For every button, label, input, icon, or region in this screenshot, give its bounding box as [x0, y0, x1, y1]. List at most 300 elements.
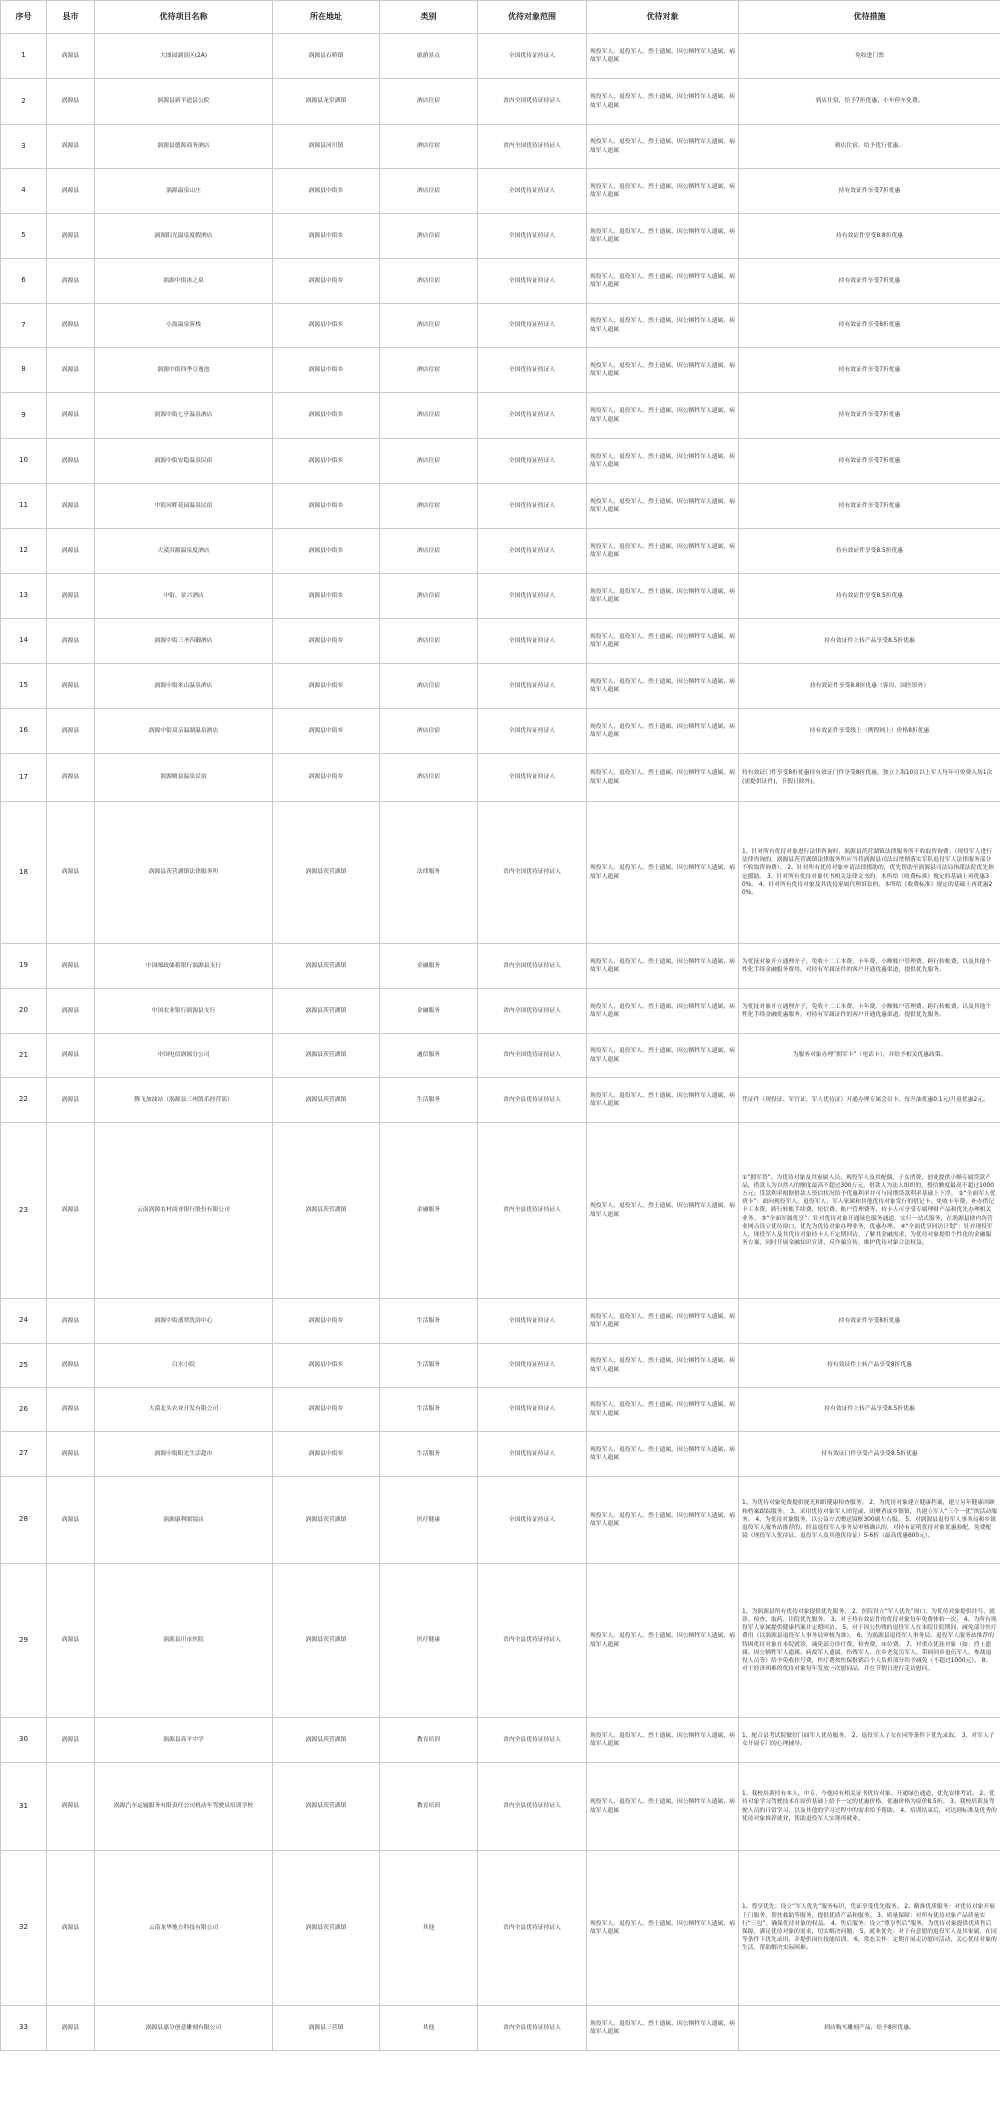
cell-address: 涡源县中街乡 — [273, 1299, 380, 1344]
cell-category: 酒店住宿 — [380, 439, 478, 484]
cell-measure: 1、为优待对象免费提供视光和眼健康检查服务。 2、为优待对象建立健康档案，建立另年健康回顾和档案跟踪服务。 3、采用优待对象军人团党或、团聚者或乡镇镇，共建立军人“三个一优”的活动服务。 4、为优待对象服务，以公益方式赠送镜框300副左右服。 5、对涡源县退役军人事务局和乡镇退役军人服务站推荐的，经县退役军人事务局审核确认的，对持有证明优待对象优惠验配，免费配镜（现役军人优待证、退役军人及其他优待证）5-6折（最高优惠600元）。 — [739, 1477, 1000, 1564]
cell-row-number: 17 — [1, 754, 47, 802]
column-header: 类别 — [380, 1, 478, 34]
table-row — [1, 529, 1000, 574]
cell-scope: 全国优待证持证人 — [478, 169, 587, 214]
cell-category: 生活服务 — [380, 1344, 478, 1388]
table-row — [1, 619, 1000, 664]
cell-measure: 为优抚对象开立通理介子，免收十二工本费、卡年费、小额账户管理费、跨行转帐费，以及其他个性化手续金融服务费用。对持有军属证件的客户开通优惠渠道，提供优先服务。 — [739, 944, 1000, 989]
table-row — [1, 1123, 1000, 1299]
column-header: 序号 — [1, 1, 47, 34]
table-row — [1, 1763, 1000, 1851]
column-header: 优待对象范围 — [478, 1, 587, 34]
cell-project-name: 大图园湖景区(2A) — [95, 34, 273, 79]
cell-targets: 现役军人、退役军人、烈士遗属、因公牺牲军人遗属、病故军人遗属 — [587, 2006, 739, 2051]
cell-row-number: 5 — [1, 214, 47, 259]
cell-category: 教育培训 — [380, 1718, 478, 1763]
cell-project-name: 涡源中街四季豆逸泡 — [95, 348, 273, 393]
cell-measure: 持有效证件享受8.8折优惠（客房、国医馆外） — [739, 664, 1000, 709]
cell-scope: 全国优待证持证人 — [478, 439, 587, 484]
cell-row-number: 13 — [1, 574, 47, 619]
cell-targets: 现役军人、退役军人、烈士遗属、因公牺牲军人遗属、病故军人遗属 — [587, 1477, 739, 1564]
cell-county: 涡源县 — [47, 709, 95, 754]
cell-row-number: 1 — [1, 34, 47, 79]
cell-scope: 省内全县优待证持证人 — [478, 1123, 587, 1299]
cell-row-number: 21 — [1, 1034, 47, 1078]
table-row — [1, 1344, 1000, 1388]
cell-scope: 全国优待证持证人 — [478, 754, 587, 802]
cell-targets: 现役军人、退役军人、烈士遗属、因公牺牲军人遗属、病故军人遗属 — [587, 1034, 739, 1078]
cell-category: 生活服务 — [380, 1388, 478, 1432]
cell-measure: 1、为涡源县所有优待对象提供优先服务。 2、医院设立“军人优先”窗口，为优待对象提供挂号、就诊、检查、取药、住院优先服务。 3、对于持有效证件的优待对象每年免费体检一次。 4、为所有现役军人家属提供健康档案并定期回访。 5、对于因公伤残的退役军人在本院住院期间，减免部分医疗费用（以涡源县退役军人事务局审核为准）。 6、为涡源县退役军人事务局、退役军人服务站推荐的特困优待对象在本院就诊，减免部分诊疗费、检查费、床位费。 7、对重点优抚对象（如：烈士遗属、因公牺牲军人遗属、病故军人遗属、伤残军人、在乡老复员军人、带病回乡退伍军人、参战退役人员等）给予免收挂号费，医疗费按医保报销后个人负担部分给予减免（不超过1000元）。 8、对于经济困难的优待对象每年发放一次慰问品，并在节假日进行走访慰问。 — [739, 1564, 1000, 1718]
cell-category: 酒店住宿 — [380, 484, 478, 529]
table-row — [1, 79, 1000, 125]
cell-address: 涡源县中街乡 — [273, 619, 380, 664]
cell-row-number: 26 — [1, 1388, 47, 1432]
table-row — [1, 348, 1000, 393]
table-row — [1, 439, 1000, 484]
cell-row-number: 22 — [1, 1078, 47, 1123]
table-row — [1, 1078, 1000, 1123]
cell-category: 酒店住宿 — [380, 125, 478, 169]
cell-address: 涡源县龙堂湖镇 — [273, 79, 380, 125]
cell-project-name: 涡源县茨营湖镇法律服务所 — [95, 802, 273, 944]
cell-targets: 现役军人、退役军人、烈士遗属、因公牺牲军人遗属、病故军人遗属 — [587, 393, 739, 439]
cell-row-number: 33 — [1, 2006, 47, 2051]
cell-measure: 持有效证件享受8.5折优惠 — [739, 574, 1000, 619]
cell-category: 金融服务 — [380, 944, 478, 989]
cell-targets: 现役军人、退役军人、烈士遗属、因公牺牲军人遗属、病故军人遗属 — [587, 989, 739, 1034]
cell-address: 涡源县中街乡 — [273, 214, 380, 259]
cell-measure: 1、针对所有优待对象进行法律咨询时，涡源县茨营湖镇法律服务所不收取咨询费；（现役军人进行法律咨询的，涡源县茨营湖镇法律服务所应当将涡源县司法局贯彻落实军队退役军人法律服务部分不收取咨询费）。 2、针对所有优待对象申请法律援助的，优先帮助至涡源县司法局指派法院优先指定援助。 3、针对所有优待对象代书相关法律文书的，本所给《收费标准》规定的基础上再优惠30%。 4、针对所有优待对象及其优待家属代理诉讼的，本所给《收费标准》规定的基础上再优惠20%。 — [739, 802, 1000, 944]
cell-project-name: 涡源中街冰之泉 — [95, 259, 273, 304]
cell-address: 涡源县茨营湖镇 — [273, 989, 380, 1034]
cell-scope: 全国优待证持证人 — [478, 1344, 587, 1388]
cell-scope: 省内全国优待证持证人 — [478, 802, 587, 944]
cell-scope: 全国优待证持证人 — [478, 259, 587, 304]
cell-address: 涡源县河川镇 — [273, 125, 380, 169]
cell-targets: 现役军人、退役军人、烈士遗属、因公牺牲军人遗属、病故军人遗属 — [587, 574, 739, 619]
cell-category: 生活服务 — [380, 1078, 478, 1123]
cell-address: 涡源县茨营湖镇 — [273, 1564, 380, 1718]
cell-row-number: 29 — [1, 1564, 47, 1718]
cell-county: 涡源县 — [47, 439, 95, 484]
cell-targets: 现役军人、退役军人、烈士遗属、因公牺牲军人遗属、病故军人遗属 — [587, 1763, 739, 1851]
cell-targets: 现役军人、退役军人、烈士遗属、因公牺牲军人遗属、病故军人遗属 — [587, 1344, 739, 1388]
table-row — [1, 1477, 1000, 1564]
cell-address: 涡源县中街乡 — [273, 1344, 380, 1388]
cell-scope: 全国优待证持证人 — [478, 709, 587, 754]
cell-row-number: 6 — [1, 259, 47, 304]
cell-category: 酒店住宿 — [380, 709, 478, 754]
cell-targets: 现役军人、退役军人、烈士遗属、因公牺牲军人遗属、病故军人遗属 — [587, 214, 739, 259]
cell-targets: 现役军人、退役军人、烈士遗属、因公牺牲军人遗属、病故军人遗属 — [587, 304, 739, 348]
table-body — [1, 34, 1000, 2051]
cell-scope: 全国优待证持证人 — [478, 393, 587, 439]
cell-project-name: 中街河畔花园温泉民宿 — [95, 484, 273, 529]
cell-county: 涡源县 — [47, 259, 95, 304]
cell-address: 涡源县中街乡 — [273, 529, 380, 574]
cell-scope: 全国优待证持证人 — [478, 1477, 587, 1564]
cell-county: 涡源县 — [47, 1078, 95, 1123]
cell-project-name: 小汲温泉客栈 — [95, 304, 273, 348]
table-row — [1, 1388, 1000, 1432]
table-row — [1, 664, 1000, 709]
cell-scope: 省内全国优待证持证人 — [478, 125, 587, 169]
cell-targets: 现役军人、退役军人、烈士遗属、因公牺牲军人遗属、病故军人遗属 — [587, 1851, 739, 2006]
cell-project-name: 中国农业银行涡源县支行 — [95, 989, 273, 1034]
cell-category: 酒店住宿 — [380, 79, 478, 125]
cell-targets: 现役军人、退役军人、烈士遗属、因公牺牲军人遗属、病故军人遗属 — [587, 1123, 739, 1299]
cell-measure: 到店住宿，给予优行优惠。 — [739, 125, 1000, 169]
cell-row-number: 16 — [1, 709, 47, 754]
cell-project-name: 大漠洱源温泉度酒店 — [95, 529, 273, 574]
cell-row-number: 24 — [1, 1299, 47, 1344]
cell-measure: 持有效证件享受8.5折优惠 — [739, 529, 1000, 574]
cell-category: 通信服务 — [380, 1034, 478, 1078]
cell-measure: 1、我校培训持有本人、中专、今他持有相关证书优待对象、开通绿色通道，优先安排考试。 2、优待对象学习驾驶技术在原价基础上给予一定的优惠价格，优惠价格为原价8.5折。 3、我校培训及驾驶人员的日常学习，以及其他的学习过程中的需求给予帮助。 4、培训结束后，对达到标准及优秀的优待对象推荐就业，帮助退役军人实现再就业。 — [739, 1763, 1000, 1851]
cell-scope: 省内全县优待证持证人 — [478, 2006, 587, 2051]
cell-county: 涡源县 — [47, 1851, 95, 2006]
cell-targets: 现役军人、退役军人、烈士遗属、因公牺牲军人遗属、病故军人遗属 — [587, 529, 739, 574]
cell-address: 涡源县茨营湖镇 — [273, 802, 380, 944]
column-header: 所在地址 — [273, 1, 380, 34]
cell-project-name: 涡源汽车运输服务有限责任公司机动车驾驶员培训学校 — [95, 1763, 273, 1851]
cell-project-name: 大漠北头农业开发有限公司 — [95, 1388, 273, 1432]
cell-project-name: 涡源中街安隐温泉民宿 — [95, 439, 273, 484]
cell-scope: 全国优待证持证人 — [478, 529, 587, 574]
table-row — [1, 259, 1000, 304]
cell-targets: 现役军人、退役军人、烈士遗属、因公牺牲军人遗属、病故军人遗属 — [587, 754, 739, 802]
cell-county: 涡源县 — [47, 529, 95, 574]
cell-row-number: 20 — [1, 989, 47, 1034]
cell-targets: 现役军人、退役军人、烈士遗属、因公牺牲军人遗属、病故军人遗属 — [587, 259, 739, 304]
cell-measure: 到店住宿，给予7折优惠，小车停车免费。 — [739, 79, 1000, 125]
cell-county: 涡源县 — [47, 214, 95, 259]
cell-category: 法律服务 — [380, 802, 478, 944]
cell-county: 涡源县 — [47, 944, 95, 989]
cell-targets: 现役军人、退役军人、烈士遗属、因公牺牲军人遗属、病故军人遗属 — [587, 348, 739, 393]
cell-project-name: 中国电信涡源分公司 — [95, 1034, 273, 1078]
cell-measure: 持有效证件享受8折优惠 — [739, 304, 1000, 348]
cell-measure: ①“拥军贷”。为优待对象及其家属人员、现役军人及其配偶、子女消费、创业提供小额专属贷款产品，借款人为自然人的额度最高不超过300万元，借款人为法人组织的，授信额度最高不超过1000万元；贷款利率根据借款人资信状况给予优惠利率并可与同期贷款利率基础上下浮。 ②“全面军人优质卡”：面向现役军人、退役军人、军人家属和其他优待对象发行的借记卡，免收卡年费、补办借记卡工本费、跨行转账手续费、短信费、账户管理费等，持卡人可享受专属理财产品和优先办理相关业务。 ③“全面军属优享”：针对优待对象开通绿色服务通道，实行一站式服务，在涡源县辖内各营业网点设立优待窗口，优先为优待对象办理业务，优惠办理。 ④“全面优享回访计划”：针对现役军人、现役军人及其优待对象持卡人不定期回访，了解其金融需求，为优待对象提供个性化的金融服务方案，同时开展金融知识宣讲、反诈骗宣传，维护优待对象合法权益。 — [739, 1123, 1000, 1299]
cell-address: 涡源县中街乡 — [273, 393, 380, 439]
cell-targets: 现役军人、退役军人、烈士遗属、因公牺牲军人遗属、病故军人遗属 — [587, 1299, 739, 1344]
column-header: 优待措施 — [739, 1, 1000, 34]
cell-category: 医疗健康 — [380, 1564, 478, 1718]
cell-address: 涡源县茨营湖镇 — [273, 1851, 380, 2006]
cell-row-number: 2 — [1, 79, 47, 125]
cell-row-number: 11 — [1, 484, 47, 529]
cell-category: 酒店住宿 — [380, 304, 478, 348]
cell-category: 酒店住宿 — [380, 619, 478, 664]
table-row — [1, 989, 1000, 1034]
cell-county: 涡源县 — [47, 304, 95, 348]
cell-targets: 现役军人、退役军人、烈士遗属、因公牺牲军人遗属、病故军人遗属 — [587, 1718, 739, 1763]
column-header: 优待对象 — [587, 1, 739, 34]
cell-project-name: 涡源中街翡翠洗浴中心 — [95, 1299, 273, 1344]
cell-category: 酒店住宿 — [380, 754, 478, 802]
cell-targets: 现役军人、退役军人、烈士遗属、因公牺牲军人遗属、病故军人遗属 — [587, 664, 739, 709]
cell-measure: 持有效证件享受7折优惠 — [739, 439, 1000, 484]
cell-category: 酒店住宿 — [380, 214, 478, 259]
column-header: 县市 — [47, 1, 95, 34]
cell-project-name: 涡源县川市医院 — [95, 1564, 273, 1718]
cell-category: 酒店住宿 — [380, 259, 478, 304]
cell-county: 涡源县 — [47, 1477, 95, 1564]
cell-project-name: 涡源康利眼镜店 — [95, 1477, 273, 1564]
cell-scope: 省内全县优待证持证人 — [478, 1851, 587, 2006]
cell-measure: 持有效证件享受7折优惠 — [739, 348, 1000, 393]
cell-project-name: 云南龙华地方科技有限公司 — [95, 1851, 273, 2006]
table-row — [1, 393, 1000, 439]
cell-row-number: 31 — [1, 1763, 47, 1851]
table-row — [1, 1718, 1000, 1763]
cell-category: 其他 — [380, 2006, 478, 2051]
cell-address: 涡源县中街乡 — [273, 348, 380, 393]
cell-county: 涡源县 — [47, 79, 95, 125]
cell-row-number: 15 — [1, 664, 47, 709]
cell-measure: 持有效证件享受线上（携程网上）价格8折优惠 — [739, 709, 1000, 754]
cell-targets: 现役军人、退役军人、烈士遗属、因公牺牲军人遗属、病故军人遗属 — [587, 79, 739, 125]
table-row — [1, 709, 1000, 754]
cell-county: 涡源县 — [47, 125, 95, 169]
cell-address: 涡源县茨营湖镇 — [273, 1763, 380, 1851]
cell-scope: 全国优待证持证人 — [478, 1299, 587, 1344]
cell-row-number: 19 — [1, 944, 47, 989]
cell-scope: 全国优待证持证人 — [478, 34, 587, 79]
cell-address: 涡源县茨营湖镇 — [273, 1718, 380, 1763]
cell-address: 涡源县中街乡 — [273, 439, 380, 484]
table-row — [1, 754, 1000, 802]
cell-row-number: 10 — [1, 439, 47, 484]
cell-category: 旅游景点 — [380, 34, 478, 79]
cell-address: 涡源县中街乡 — [273, 709, 380, 754]
column-header: 优待项目名称 — [95, 1, 273, 34]
cell-address: 涡源县中街乡 — [273, 484, 380, 529]
cell-category: 生活服务 — [380, 1299, 478, 1344]
cell-project-name: 白水小院 — [95, 1344, 273, 1388]
cell-address: 涡源县茨营湖镇 — [273, 1123, 380, 1299]
cell-row-number: 7 — [1, 304, 47, 348]
table-row — [1, 1432, 1000, 1477]
cell-measure: 持有效证件上转产品享受8.5折优惠 — [739, 619, 1000, 664]
cell-county: 涡源县 — [47, 1718, 95, 1763]
cell-targets: 现役军人、退役军人、烈士遗属、因公牺牲军人遗属、病故军人遗属 — [587, 619, 739, 664]
cell-measure: 持有效证件上转产品享受8折优惠 — [739, 1344, 1000, 1388]
cell-measure: 持有效证件享受7折优惠 — [739, 393, 1000, 439]
cell-project-name: 涡源县嘉分创意雕刻有限公司 — [95, 2006, 273, 2051]
cell-measure: 免收进门票 — [739, 34, 1000, 79]
cell-scope: 省内全国优待证持证人 — [478, 79, 587, 125]
cell-category: 酒店住宿 — [380, 574, 478, 619]
cell-county: 涡源县 — [47, 1432, 95, 1477]
cell-scope: 全国优待证持证人 — [478, 619, 587, 664]
cell-category: 酒店住宿 — [380, 169, 478, 214]
cell-project-name: 涡源中街七亭温泉酒店 — [95, 393, 273, 439]
cell-row-number: 28 — [1, 1477, 47, 1564]
cell-category: 酒店住宿 — [380, 393, 478, 439]
cell-category: 酒店住宿 — [380, 664, 478, 709]
cell-address: 涡源县茨营湖镇 — [273, 944, 380, 989]
cell-measure: 持有效证件享受7折优惠 — [739, 259, 1000, 304]
cell-address: 涡源县茨营湖镇 — [273, 1078, 380, 1123]
cell-project-name: 涡源中街阳光生活超市 — [95, 1432, 273, 1477]
cell-category: 生活服务 — [380, 1432, 478, 1477]
cell-targets: 现役军人、退役军人、烈士遗属、因公牺牲军人遗属、病故军人遗属 — [587, 1432, 739, 1477]
cell-county: 涡源县 — [47, 754, 95, 802]
cell-targets: 现役军人、退役军人、烈士遗属、因公牺牲军人遗属、病故军人遗属 — [587, 1564, 739, 1718]
cell-targets: 现役军人、退役军人、烈士遗属、因公牺牲军人遗属、病故军人遗属 — [587, 802, 739, 944]
cell-row-number: 9 — [1, 393, 47, 439]
table-header-row — [1, 1, 1000, 34]
cell-project-name: 涡源殿县温泉民宿 — [95, 754, 273, 802]
cell-project-name: 涡源县新平道县公院 — [95, 79, 273, 125]
cell-county: 涡源县 — [47, 2006, 95, 2051]
cell-project-name: 涡源中街三圣四御酒店 — [95, 619, 273, 664]
cell-measure: 持有效证件享受7折优惠 — [739, 169, 1000, 214]
cell-row-number: 14 — [1, 619, 47, 664]
cell-row-number: 8 — [1, 348, 47, 393]
table-row — [1, 214, 1000, 259]
cell-row-number: 3 — [1, 125, 47, 169]
cell-targets: 现役军人、退役军人、烈士遗属、因公牺牲军人遗属、病故军人遗属 — [587, 125, 739, 169]
cell-project-name: 云南涡源农村商业银行股份有限公司 — [95, 1123, 273, 1299]
cell-county: 涡源县 — [47, 619, 95, 664]
cell-address: 涡源县中街乡 — [273, 1388, 380, 1432]
cell-county: 涡源县 — [47, 1388, 95, 1432]
cell-county: 涡源县 — [47, 664, 95, 709]
cell-measure: 到店购买雕刻产品，给予8折优惠。 — [739, 2006, 1000, 2051]
cell-address: 涡源县茨营湖镇 — [273, 1034, 380, 1078]
cell-measure: 持有效证门件享受8折优惠持有效证门件享受8折优惠，独立上海10页以上军人每年可免费入场1次(需提供证件)，节假日除外)。 — [739, 754, 1000, 802]
table-row — [1, 1299, 1000, 1344]
cell-category: 金融服务 — [380, 1123, 478, 1299]
cell-measure: 持有效证件享受7折优惠 — [739, 484, 1000, 529]
cell-scope: 省内全国优待证持证人 — [478, 989, 587, 1034]
cell-scope: 全国优待证持证人 — [478, 304, 587, 348]
cell-row-number: 12 — [1, 529, 47, 574]
cell-row-number: 25 — [1, 1344, 47, 1388]
cell-row-number: 30 — [1, 1718, 47, 1763]
cell-measure: 为优抚对象开立通理介子，免收十二工本费、卡年费、小额账户管理费、跨行转帐费，以及其他个性化手续金融优惠服务。对持有军属证件的客户开通优惠渠道，提供优先服务。 — [739, 989, 1000, 1034]
cell-scope: 省内全县优待证持证人 — [478, 1078, 587, 1123]
table-row — [1, 304, 1000, 348]
cell-address: 涡源县石桥镇 — [273, 34, 380, 79]
cell-row-number: 18 — [1, 802, 47, 944]
cell-county: 涡源县 — [47, 169, 95, 214]
cell-project-name: 涡源县德源商务酒店 — [95, 125, 273, 169]
cell-project-name: 涡源中街米山温泉酒店 — [95, 664, 273, 709]
cell-county: 涡源县 — [47, 802, 95, 944]
cell-county: 涡源县 — [47, 989, 95, 1034]
table-row — [1, 2006, 1000, 2051]
cell-measure: 持有效证门件享受产品享受8.5折优惠 — [739, 1432, 1000, 1477]
table-row — [1, 574, 1000, 619]
cell-targets: 现役军人、退役军人、烈士遗属、因公牺牲军人遗属、病故军人遗属 — [587, 34, 739, 79]
cell-targets: 现役军人、退役军人、烈士遗属、因公牺牲军人遗属、病故军人遗属 — [587, 944, 739, 989]
cell-address: 涡源县中街乡 — [273, 664, 380, 709]
cell-scope: 省内全县优待证持证人 — [478, 1564, 587, 1718]
table-row — [1, 1564, 1000, 1718]
cell-project-name: 涡源阳光温泉度假酒店 — [95, 214, 273, 259]
cell-county: 涡源县 — [47, 34, 95, 79]
cell-scope: 全国优待证持证人 — [478, 214, 587, 259]
cell-project-name: 涡源温泉山庄 — [95, 169, 273, 214]
cell-county: 涡源县 — [47, 393, 95, 439]
cell-scope: 全国优待证持证人 — [478, 348, 587, 393]
cell-project-name: 中街、景兴酒店 — [95, 574, 273, 619]
cell-scope: 省内全国优待证持证人 — [478, 1034, 587, 1078]
cell-measure: 1、尊享优先：设立“军人优先”服务标识，凭证享受优先服务。 2、精准优质服务：对优待对象开展上门服务、帮扶救助等服务，提供优质产品和服务。 3、质量保障：对所有优待对象产品质量实行“三包”，确保优待对象的权益。 4、售后服务：设立“尊享售后”服务，为优待对象提供优质售后保障，满足优待对象的需求，切实解决问题。 5、就业优先：对于有意愿的退役军人及其家属，在同等条件下优先录用，并提供岗位技能培训。 6、常态关怀：定期开展走访慰问活动，关心优待对象的生活，帮助解决实际困难。 — [739, 1851, 1000, 2006]
cell-county: 涡源县 — [47, 1299, 95, 1344]
cell-measure: 1、配合县考试院做好门面军人优待服务。 2、退役军人子女在同等条件下优先录取。 3、对军人子女开展专门的心理辅导。 — [739, 1718, 1000, 1763]
cell-targets: 现役军人、退役军人、烈士遗属、因公牺牲军人遗属、病故军人遗属 — [587, 1078, 739, 1123]
table-row — [1, 1034, 1000, 1078]
cell-scope: 全国优待证持证人 — [478, 484, 587, 529]
cell-address: 涡源县茨营湖镇 — [273, 1477, 380, 1564]
cell-measure: 为服务对象办理“拥军卡”（电话卡），并给予相关优惠政策。 — [739, 1034, 1000, 1078]
cell-address: 涡源县三营镇 — [273, 2006, 380, 2051]
cell-measure: 凭证件（现役证、军官证、军人优待证）开通办理专属会员卡、每升油优惠0.1元/升返优惠2元。 — [739, 1078, 1000, 1123]
cell-project-name: 涡源中街双亲温湖温泉酒店 — [95, 709, 273, 754]
cell-county: 涡源县 — [47, 574, 95, 619]
cell-county: 涡源县 — [47, 484, 95, 529]
cell-county: 涡源县 — [47, 1564, 95, 1718]
table-row — [1, 125, 1000, 169]
cell-category: 金融服务 — [380, 989, 478, 1034]
cell-scope: 全国优待证持证人 — [478, 664, 587, 709]
cell-row-number: 23 — [1, 1123, 47, 1299]
cell-county: 涡源县 — [47, 348, 95, 393]
cell-scope: 全国优待证持证人 — [478, 574, 587, 619]
cell-row-number: 4 — [1, 169, 47, 214]
cell-targets: 现役军人、退役军人、烈士遗属、因公牺牲军人遗属、病故军人遗属 — [587, 484, 739, 529]
cell-county: 涡源县 — [47, 1123, 95, 1299]
cell-targets: 现役军人、退役军人、烈士遗属、因公牺牲军人遗属、病故军人遗属 — [587, 1388, 739, 1432]
cell-scope: 省内全县优待证持证人 — [478, 1718, 587, 1763]
cell-address: 涡源县中街乡 — [273, 259, 380, 304]
cell-category: 医疗健康 — [380, 1477, 478, 1564]
cell-project-name: 中国邮政储蓄银行涡源县支行 — [95, 944, 273, 989]
cell-targets: 现役军人、退役军人、烈士遗属、因公牺牲军人遗属、病故军人遗属 — [587, 169, 739, 214]
cell-county: 涡源县 — [47, 1344, 95, 1388]
cell-measure: 持有效证件享受8折优惠 — [739, 1299, 1000, 1344]
table-row — [1, 484, 1000, 529]
cell-county: 涡源县 — [47, 1763, 95, 1851]
cell-scope: 省内全县优待证持证人 — [478, 1763, 587, 1851]
cell-scope: 省内全国优待证持证人 — [478, 944, 587, 989]
cell-address: 涡源县中街乡 — [273, 304, 380, 348]
cell-address: 涡源县中街乡 — [273, 1432, 380, 1477]
cell-targets: 现役军人、退役军人、烈士遗属、因公牺牲军人遗属、病故军人遗属 — [587, 439, 739, 484]
cell-row-number: 27 — [1, 1432, 47, 1477]
cell-targets: 现役军人、退役军人、烈士遗属、因公牺牲军人遗属、病故军人遗属 — [587, 709, 739, 754]
cell-scope: 全国优待证持证人 — [478, 1432, 587, 1477]
cell-measure: 持有效证件享受8.8折优惠 — [739, 214, 1000, 259]
cell-measure: 持有效证件上转产品享受8.5折优惠 — [739, 1388, 1000, 1432]
cell-project-name: 涡源县高平中学 — [95, 1718, 273, 1763]
cell-address: 涡源县中街乡 — [273, 169, 380, 214]
cell-category: 酒店住宿 — [380, 529, 478, 574]
table-row — [1, 169, 1000, 214]
cell-category: 其他 — [380, 1851, 478, 2006]
table-row — [1, 802, 1000, 944]
cell-row-number: 32 — [1, 1851, 47, 2006]
cell-scope: 全国优待证持证人 — [478, 1388, 587, 1432]
cell-project-name: 腾飞加油站（涡源县三州凯乐经营部） — [95, 1078, 273, 1123]
table-row — [1, 1851, 1000, 2006]
